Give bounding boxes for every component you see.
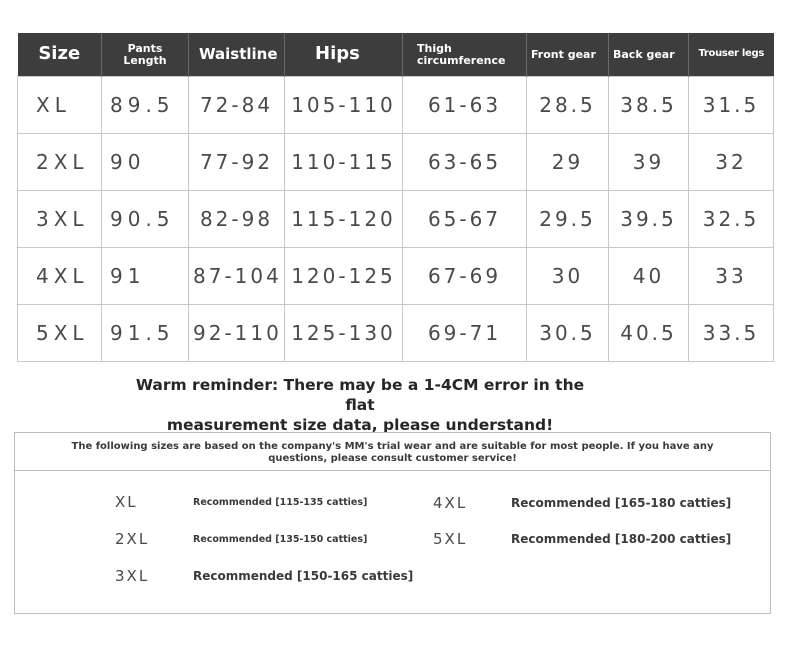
cell-waistline: 87-104 xyxy=(189,248,285,305)
recommendation-size: 5XL xyxy=(433,530,468,548)
cell-hips: 115-120 xyxy=(285,191,403,248)
table-row xyxy=(18,248,774,305)
cell-size: 3XL xyxy=(18,191,102,248)
recommendation-item-xl xyxy=(115,493,367,511)
header-trouser-legs: Trouser legs xyxy=(689,33,774,77)
header-size: Size xyxy=(18,33,102,77)
recommendation-text: Recommended [180-200 catties] xyxy=(511,532,732,546)
header-hips: Hips xyxy=(285,33,403,77)
cell-pants-length: 89.5 xyxy=(102,77,189,134)
cell-waistline: 72-84 xyxy=(189,77,285,134)
header-thigh-circumference: Thigh circumference xyxy=(403,33,527,77)
recommendation-size: 2XL xyxy=(115,530,150,548)
cell-thigh: 69-71 xyxy=(403,305,527,362)
cell-waistline: 77-92 xyxy=(189,134,285,191)
recommendation-text: Recommended [165-180 catties] xyxy=(511,496,732,510)
table-header-row xyxy=(18,33,774,77)
cell-size: 4XL xyxy=(18,248,102,305)
cell-waistline: 82-98 xyxy=(189,191,285,248)
recommendation-item-4xl xyxy=(433,494,731,512)
cell-trouser-legs: 33 xyxy=(689,248,774,305)
cell-thigh: 63-65 xyxy=(403,134,527,191)
cell-hips: 105-110 xyxy=(285,77,403,134)
table-row xyxy=(18,77,774,134)
cell-pants-length: 90 xyxy=(102,134,189,191)
cell-pants-length: 91 xyxy=(102,248,189,305)
cell-size: 5XL xyxy=(18,305,102,362)
table-row xyxy=(18,134,774,191)
recommendation-text: Recommended [150-165 catties] xyxy=(193,569,414,583)
cell-waistline: 92-110 xyxy=(189,305,285,362)
recommendation-item-5xl xyxy=(433,530,731,548)
table-row xyxy=(18,191,774,248)
table-row xyxy=(18,305,774,362)
cell-trouser-legs: 33.5 xyxy=(689,305,774,362)
cell-front-gear: 29.5 xyxy=(527,191,609,248)
recommendation-text: Recommended [115-135 catties] xyxy=(193,496,368,508)
warm-reminder xyxy=(120,375,600,435)
warm-reminder-line-1: Warm reminder: There may be a 1-4CM error in the flat xyxy=(135,376,585,414)
header-back-gear: Back gear xyxy=(609,33,689,77)
cell-trouser-legs: 32.5 xyxy=(689,191,774,248)
cell-hips: 125-130 xyxy=(285,305,403,362)
cell-back-gear: 40.5 xyxy=(609,305,689,362)
cell-size: XL xyxy=(18,77,102,134)
recommendation-box xyxy=(14,432,771,614)
recommendation-size: 4XL xyxy=(433,494,468,512)
cell-hips: 110-115 xyxy=(285,134,403,191)
cell-trouser-legs: 31.5 xyxy=(689,77,774,134)
header-front-gear: Front gear xyxy=(527,33,609,77)
warm-reminder-line-2: measurement size data, please understand! xyxy=(166,416,554,434)
cell-front-gear: 30.5 xyxy=(527,305,609,362)
cell-hips: 120-125 xyxy=(285,248,403,305)
header-waistline: Waistline xyxy=(189,33,285,77)
cell-pants-length: 91.5 xyxy=(102,305,189,362)
cell-front-gear: 29 xyxy=(527,134,609,191)
size-chart-table xyxy=(17,33,774,362)
recommendation-intro: The following sizes are based on the company's MM's trial wear and are suitable for most people. If you have any questions, please consult customer service! xyxy=(15,433,770,471)
cell-thigh: 67-69 xyxy=(403,248,527,305)
cell-front-gear: 30 xyxy=(527,248,609,305)
cell-front-gear: 28.5 xyxy=(527,77,609,134)
header-pants-length: Pants Length xyxy=(102,33,189,77)
cell-thigh: 65-67 xyxy=(403,191,527,248)
cell-back-gear: 39 xyxy=(609,134,689,191)
cell-size: 2XL xyxy=(18,134,102,191)
cell-pants-length: 90.5 xyxy=(102,191,189,248)
recommendation-size: 3XL xyxy=(115,567,150,585)
recommendation-text: Recommended [135-150 catties] xyxy=(193,533,368,545)
cell-back-gear: 39.5 xyxy=(609,191,689,248)
cell-thigh: 61-63 xyxy=(403,77,527,134)
recommendation-item-3xl xyxy=(115,567,413,585)
cell-back-gear: 38.5 xyxy=(609,77,689,134)
recommendation-size: XL xyxy=(115,493,138,511)
cell-back-gear: 40 xyxy=(609,248,689,305)
recommendation-item-2xl xyxy=(115,530,367,548)
cell-trouser-legs: 32 xyxy=(689,134,774,191)
